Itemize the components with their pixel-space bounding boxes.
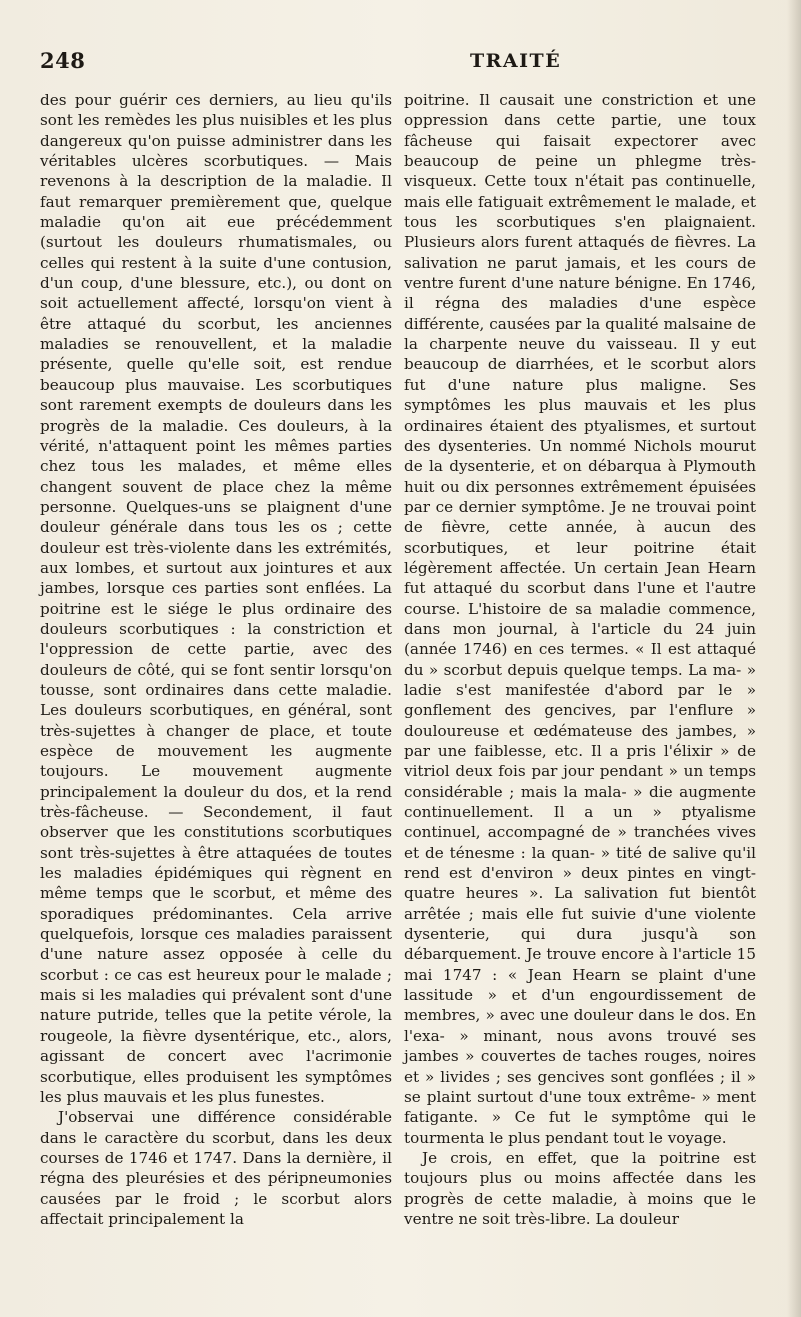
right-column [404,90,756,1229]
page-number: 248 [40,48,86,73]
left-column [40,90,392,1229]
right-paragraph-2: Je crois, en effet, que la poitrine est toujours plus ou moins affectée dans les progrès de cette maladie, à moins que le ventre ne soit très-libre. La douleur [404,1148,756,1228]
left-paragraph-1: des pour guérir ces derniers, au lieu qu'ils sont les remèdes les plus nuisibles et les plus dangereux qu'on puisse administrer dans les véritables ulcères scorbutiques. — Mais revenons à la description de la maladie. Il faut remarquer premièrement que, quelque maladie qu'on ait eue précédemment (surtout les douleurs rhumatismales, ou celles qui restent à la suite d'une contusion, d'un coup, d'une blessure, etc.), ou dont on soit actuellement affecté, lorsqu'on vient à être attaqué du scorbut, les anciennes maladies se renouvellent, et la maladie présente, quelle qu'elle soit, est rendue beaucoup plus mauvaise. Les scorbutiques sont rarement exempts de douleurs dans les progrès de la maladie. Ces douleurs, à la vérité, n'attaquent point les mêmes parties chez tous les malades, et même elles changent souvent de place chez la même personne. Quelques-uns se plaignent d'une douleur générale dans tous les os ; cette douleur est très-violente dans les extrémités, aux lombes, et surtout aux jointures et aux jambes, lorsque ces parties sont enflées. La poitrine est le siége le plus ordinaire des douleurs scorbutiques : la constriction et l'oppression de cette partie, avec des douleurs de côté, qui se font sentir lorsqu'on tousse, sont ordinaires dans cette maladie. Les douleurs scorbutiques, en général, sont très-sujettes à changer de place, et toute espèce de mouvement les augmente toujours. Le mouvement augmente principalement la douleur du dos, et la rend très-fâcheuse. — Secondement, il faut observer que les constitutions scorbutiques sont très-sujettes à être attaquées de toutes les maladies épidémiques qui règnent en même temps que le scorbut, et même des sporadiques prédominantes. Cela arrive quelquefois, lorsque ces maladies paraissent d'une nature assez opposée à celle du scorbut : ce cas est heureux pour le malade ; mais si les maladies qui prévalent sont d'une nature putride, telles que la petite vérole, la rougeole, la fièvre dysentérique, etc., alors, agissant de concert avec l'acrimonie scorbutique, elles produisent les symptômes les plus mauvais et les plus funestes. [40,91,392,1106]
running-title: TRAITÉ [470,50,562,72]
left-paragraph-2: J'observai une différence considérable dans le caractère du scorbut, dans les deux courses de 1746 et 1747. Dans la dernière, il régna des pleurésies et des péripneumonies causées par le froid ; le scorbut alors affectait principalement la [40,1108,392,1228]
right-paragraph-1: poitrine. Il causait une constriction et une oppression dans cette partie, une toux fâcheuse qui faisait expectorer avec beaucoup de peine un phlegme très-visqueux. Cette toux n'était pas continuelle, mais elle fatiguait extrêmement le malade, et tous les scorbutiques s'en plaignaient. Plusieurs alors furent attaqués de fièvres. La salivation ne parut jamais, et les cours de ventre furent d'une nature bénigne. En 1746, il régna des maladies d'une espèce différente, causées par la qualité malsaine de la charpente neuve du vaisseau. Il y eut beaucoup de diarrhées, et le scorbut alors fut d'une nature plus maligne. Ses symptômes les plus mauvais et les plus ordinaires étaient des ptyalismes, et surtout des dysenteries. Un nommé Nichols mourut de la dysenterie, et on débarqua à Plymouth huit ou dix personnes extrêmement épuisées par ce dernier symptôme. Je ne trouvai point de fièvre, cette année, à aucun des scorbutiques, et leur poitrine était légèrement affectée. Un certain Jean Hearn fut attaqué du scorbut dans l'une et l'autre course. L'histoire de sa maladie commence, dans mon journal, à l'article du 24 juin (année 1746) en ces termes. « Il est attaqué du » scorbut depuis quelque temps. La ma- » ladie s'est manifestée d'abord par le » gonflement des gencives, par l'enflure » douloureuse et œdémateuse des jambes, » par une faiblesse, etc. Il a pris l'élixir » de vitriol deux fois par jour pendant » un temps considérable ; mais la mala- » die augmente continuellement. Il a un » ptyalisme continuel, accompagné de » tranchées vives et de ténesme : la quan- » tité de salive qu'il rend est d'environ » deux pintes en vingt-quatre heures ». La salivation fut bientôt arrêtée ; mais elle fut suivie d'une violente dysenterie, qui dura jusqu'à son débarquement. Je trouve encore à l'article 15 mai 1747 : « Jean Hearn se plaint d'une lassitude » et d'un engourdissement de membres, » avec une douleur dans le dos. En l'exa- » minant, nous avons trouvé ses jambes » couvertes de taches rouges, noires et » livides ; ses gencives sont gonflées ; il » se plaint surtout d'une toux extrême- » ment fatigante. » Ce fut le symptôme qui le tourmenta le plus pendant tout le voyage. [404,91,756,1147]
page-header [40,48,760,88]
page-spine-shadow [787,0,801,1317]
